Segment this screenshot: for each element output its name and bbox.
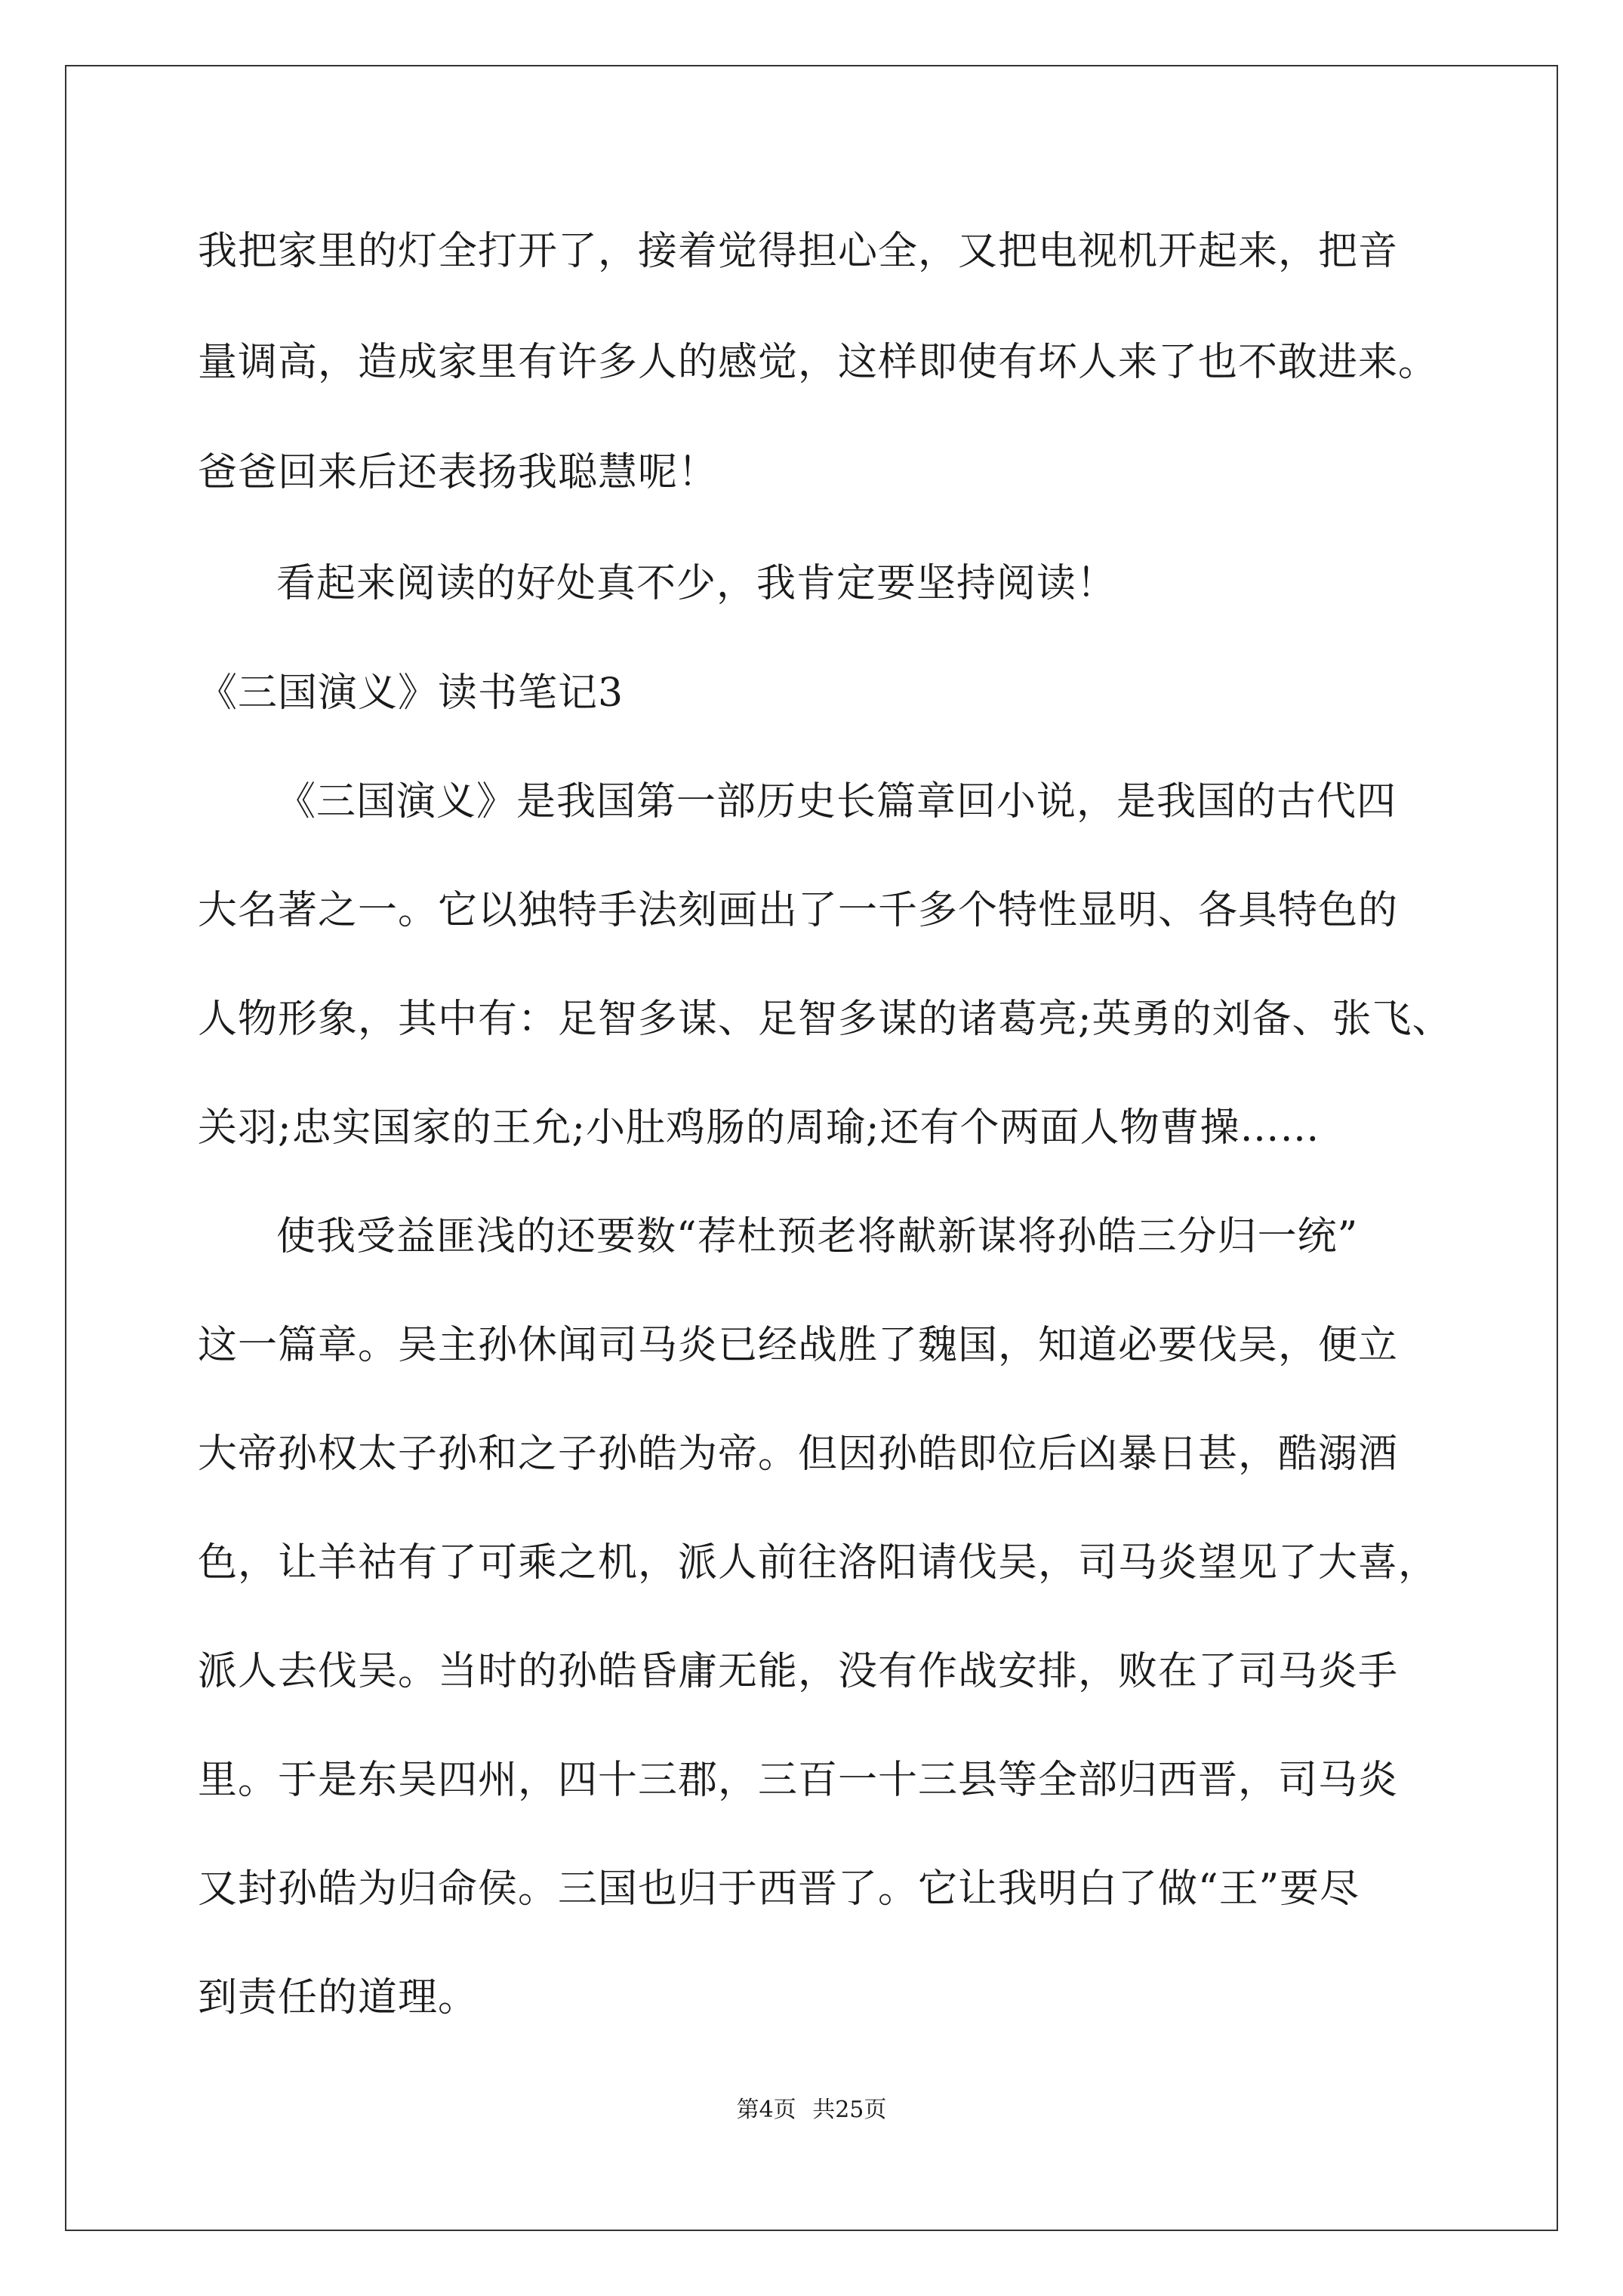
paragraph-3-line-2: 大名著之一。它以独特手法刻画出了一千多个特性显明、各具特色的 [198, 888, 1399, 933]
paragraph-3-line-1: 《三国演义》是我国第一部历史长篇章回小说，是我国的古代四 [276, 779, 1397, 824]
paragraph-4-line-5: 派人去伐吴。当时的孙皓昏庸无能，没有作战安排，败在了司马炎手 [198, 1649, 1399, 1694]
paragraph-4-line-8: 到责任的道理。 [198, 1975, 479, 2020]
paragraph-1-line-1: 我把家里的灯全打开了，接着觉得担心全，又把电视机开起来，把音 [198, 229, 1399, 274]
paragraph-1-line-2: 量调高，造成家里有许多人的感觉，这样即使有坏人来了也不敢进来。 [198, 340, 1439, 385]
page-number: 第4页 [736, 2097, 796, 2123]
paragraph-4-line-7: 又封孙皓为归命侯。三国也归于西晋了。它让我明白了做“王”要尽 [198, 1866, 1360, 1912]
paragraph-1-line-3: 爸爸回来后还表扬我聪慧呢！ [198, 450, 719, 495]
section-heading: 《三国演义》读书笔记3 [198, 670, 624, 716]
paragraph-4-line-4: 色，让羊祜有了可乘之机，派人前往洛阳请伐吴，司马炎望见了大喜， [198, 1540, 1439, 1586]
paragraph-2-line-1: 看起来阅读的好处真不少，我肯定要坚持阅读！ [276, 561, 1117, 606]
paragraph-4-line-3: 大帝孙权太子孙和之子孙皓为帝。但因孙皓即位后凶暴日甚，酷溺酒 [198, 1432, 1399, 1477]
page-footer [0, 2095, 1623, 2125]
paragraph-4-line-2: 这一篇章。吴主孙休闻司马炎已经战胜了魏国，知道必要伐吴，便立 [198, 1323, 1399, 1368]
paragraph-4-line-6: 里。于是东吴四州，四十三郡，三百一十三县等全部归西晋，司马炎 [198, 1758, 1399, 1803]
paragraph-3-line-3: 人物形象，其中有：足智多谋、足智多谋的诸葛亮;英勇的刘备、张飞、 [198, 997, 1452, 1042]
paragraph-4-line-1: 使我受益匪浅的还要数“荐杜预老将献新谋将孙皓三分归一统” [276, 1214, 1359, 1259]
page-total: 共25页 [812, 2097, 887, 2123]
paragraph-3-line-4: 关羽;忠实国家的王允;小肚鸡肠的周瑜;还有个两面人物曹操…… [198, 1105, 1320, 1151]
